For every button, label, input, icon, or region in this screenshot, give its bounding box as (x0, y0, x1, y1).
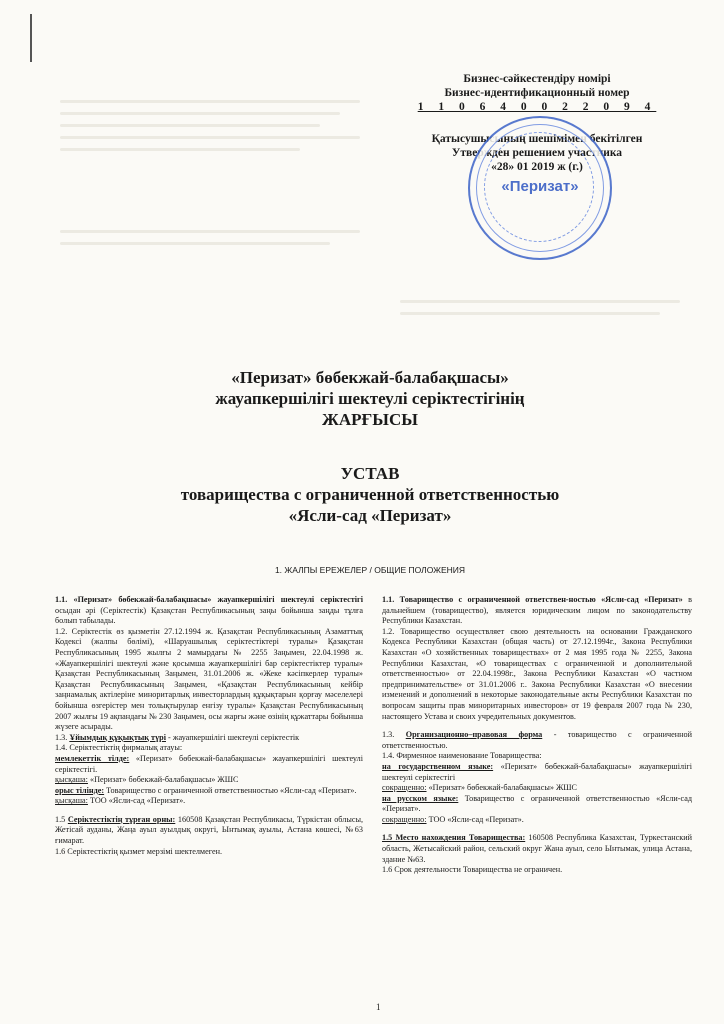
title-ru-line1: УСТАВ (340, 464, 400, 483)
title-kazakh (90, 367, 650, 430)
approval-date: «28» 01 2019 ж (г.) (491, 161, 583, 173)
name-short-kz (55, 775, 363, 786)
spacer (382, 825, 692, 833)
clause-1-2: 1.2. Товарищество осуществляет свою деятельность на основании Гражданского Кодекса Республики Казахстан (общая часть) от 27.12.1994г., Закона Республики Казахстан «О хозяйственных товариществах» от 2 мая 1995 года № 2255, Закона Республики Казахстан, «О товариществах с ограниченной и дополнительной ответственностью» от 22.04.1998г., Закона Республики Казахстан «О частном предпринимательстве» от 31.01.2006 г.. Закона Республики Казахстан «О внесении изменений и дополнений в некоторые законодательные акты Республики Казахстан по вопросам защиты прав миноритарных инвесторов» от 19 февраля 2007 года № 230, настоящего Устава и своих учредительных документов. (382, 626, 692, 721)
clause-1-3 (382, 730, 692, 751)
name-state-language (55, 754, 363, 775)
clause-label: қысқаша: (55, 796, 88, 806)
bleed-through (60, 242, 330, 245)
clause-1-6: 1.6 Серіктестіктің қызмет мерзімі шектелмеген. (55, 846, 223, 856)
title-kz-line1: «Перизат» бөбекжай-балабақшасы» (231, 368, 509, 387)
page-number: 1 (376, 1002, 381, 1012)
name-russian (382, 794, 692, 815)
section-heading: 1. ЖАЛПЫ ЕРЕЖЕЛЕР / ОБЩИЕ ПОЛОЖЕНИЯ (274, 565, 466, 575)
clause-label: на государственном языке: (382, 761, 494, 771)
approval-kz: Қатысушысының шешімімен бекітілген (431, 133, 643, 145)
bin-number: 1 1 0 6 4 0 0 2 2 0 9 4 (417, 101, 657, 113)
clause-lead: 1.1. Товарищество с ограниченной ответствен-ностью «Ясли-сад «Перизат» (382, 595, 683, 604)
bleed-through (60, 124, 320, 127)
bleed-through (60, 100, 360, 103)
name-short-ru (382, 815, 692, 826)
clause-text: - товарищество с ограниченной ответственностью. (382, 730, 693, 750)
clause-1-1 (55, 595, 363, 627)
right-column-ru (382, 595, 692, 876)
spacer (55, 807, 363, 815)
clause-text: «Перизат» бөбекжай-балабақшасы» жауапкершілігі шектеулі серіктестігі (382, 761, 692, 782)
clause-1-2: 1.2. Серіктестік өз қызметін 27.12.1994 ж. Қазақстан Республикасының Азаматтық Кодексі (жалпы бөлімі), «Шаруашылық серіктестіктері туралы» Қазақстан Республикасының 1995 жылғы 2 мамырдағы № 2255 Заңымен, 22.04.1998 ж. «Жауапкершілігі шектеулі және қосымша жауапкершілігі бар серіктестіктер туралы» Қазақстан Республикасының Заңымен, 31.01.2006 ж. «Жеке кәсіпкерлер туралы» Қазақстан Республикасының Заңымен, «Қазақстан Республикасының кейбір заңнамалық актілеріне миноритарлық инвесторлардың құқықтарын қорғау мәселелері бойынша өзгерістер мен толықтырулар енгізу туралы» Қазақстан Республикасының 2007 жылғы 19 ақпандағы № 230 Заңымен, осы жарғы және өзінің құжаттары бойынша жүзеге асырады. (55, 626, 363, 732)
bin-label-ru: Бизнес-идентификационный номер (444, 87, 630, 99)
clause-lead: 1.1. «Перизат» бөбекжай-балабақшасы» жауапкершілігі шектеулі серіктестігі (55, 595, 363, 604)
clause-text: в дальнейшем (товарищество), является юридическим лицом по законодательству Республики Казахстан. (382, 595, 692, 626)
clause-label: сокращенно: (382, 814, 427, 824)
clause-text: «Перизат» бөбекжай-балабақшасы» ЖШС (87, 775, 239, 785)
bleed-through (60, 136, 360, 139)
clause-1-1 (382, 595, 692, 627)
company-seal (468, 116, 612, 260)
bleed-through (400, 300, 680, 303)
name-russian (55, 786, 363, 797)
clause-number: 1.5 (55, 814, 68, 824)
bleed-through (60, 148, 300, 151)
clause-text: 160508 Қазақстан Республикасы, Түркістан облысы, Жетісай ауданы, Жаңа ауыл ауылдық округі, Ынтымақ ауылы, Астана көшесі, №63 ғимарат. (55, 814, 364, 846)
clause-text: Товарищество с ограниченной ответственностью «Ясли-сад «Перизат». (104, 785, 357, 795)
clause-1-5 (55, 815, 363, 847)
clause-number: 1.3. (55, 732, 70, 742)
clause-1-3 (55, 733, 363, 744)
clause-label: қысқаша: (55, 775, 88, 785)
clause-1-4: 1.4. Фирменное наименование Товарищества: (382, 751, 542, 761)
clause-label: Организационно–правовая форма (405, 730, 543, 740)
clause-text: осыдан әрі (Серіктестік) Қазақстан Республикасының заңы бойынша заңды тұлға болып табылады. (55, 605, 363, 626)
clause-text: 160508 Республика Казахстан, Туркестанский область, Жетысайский район, сельский округ Жана ауыл, село Ынтымак, улица Астана, здание №63. (382, 833, 692, 864)
clause-text: - жауапкершілігі шектеулі серіктестік (166, 732, 300, 742)
title-kz-line2: жауапкершілігі шектеулі серіктестігінің (215, 389, 525, 408)
name-state-language (382, 762, 692, 783)
name-short-ru (55, 796, 363, 807)
clause-text: Товарищество с ограниченной ответственностью «Ясли-сад «Перизат». (382, 793, 692, 814)
clause-label: Серіктестіктің тұрған орны: (67, 814, 176, 824)
clause-label: орыс тілінде: (55, 785, 105, 795)
clause-label: Ұйымдық құқықтық түрі (69, 732, 166, 742)
bleed-through (400, 312, 660, 315)
scan-edge-mark (30, 14, 32, 62)
clause-number: 1.3. (382, 730, 406, 740)
title-russian (90, 463, 650, 526)
clause-1-5 (382, 833, 692, 865)
clause-1-4: 1.4. Серіктестіктің фирмалық атауы: (55, 743, 183, 753)
clause-text: ТОО «Ясли-сад «Перизат». (426, 814, 524, 824)
bleed-through (60, 230, 360, 233)
seal-name: «Перизат» (501, 178, 579, 195)
bleed-through (60, 112, 340, 115)
title-ru-line2: товарищества с ограниченной ответственностью (180, 485, 560, 504)
name-short-kz (382, 783, 692, 794)
approval-ru: Утвержден решением участника (451, 147, 623, 159)
clause-label: сокращенно: (382, 783, 427, 793)
clause-label: мемлекеттік тілде: (55, 753, 130, 763)
clause-text: «Перизат» бөбекжай-балабақшасы» ЖШС (426, 783, 578, 793)
clause-label: на русском языке: (382, 793, 459, 803)
left-column-kz (55, 595, 363, 857)
title-kz-line3: ЖАРҒЫСЫ (322, 410, 418, 429)
clause-text: ТОО «Ясли-сад «Перизат». (87, 796, 186, 806)
spacer (382, 722, 692, 730)
clause-1-6: 1.6 Срок деятельности Товарищества не ограничен. (382, 865, 563, 875)
bin-label-kz: Бизнес-сәйкестендіру номірі (463, 73, 611, 85)
clause-text: «Перизат» бөбекжай-балабақшасы» жауапкершілігі шектеулі серіктестігі. (55, 753, 364, 774)
clause-label: 1.5 Место нахождения Товарищества: (382, 833, 526, 843)
title-ru-line3: «Ясли-сад «Перизат» (288, 506, 452, 525)
